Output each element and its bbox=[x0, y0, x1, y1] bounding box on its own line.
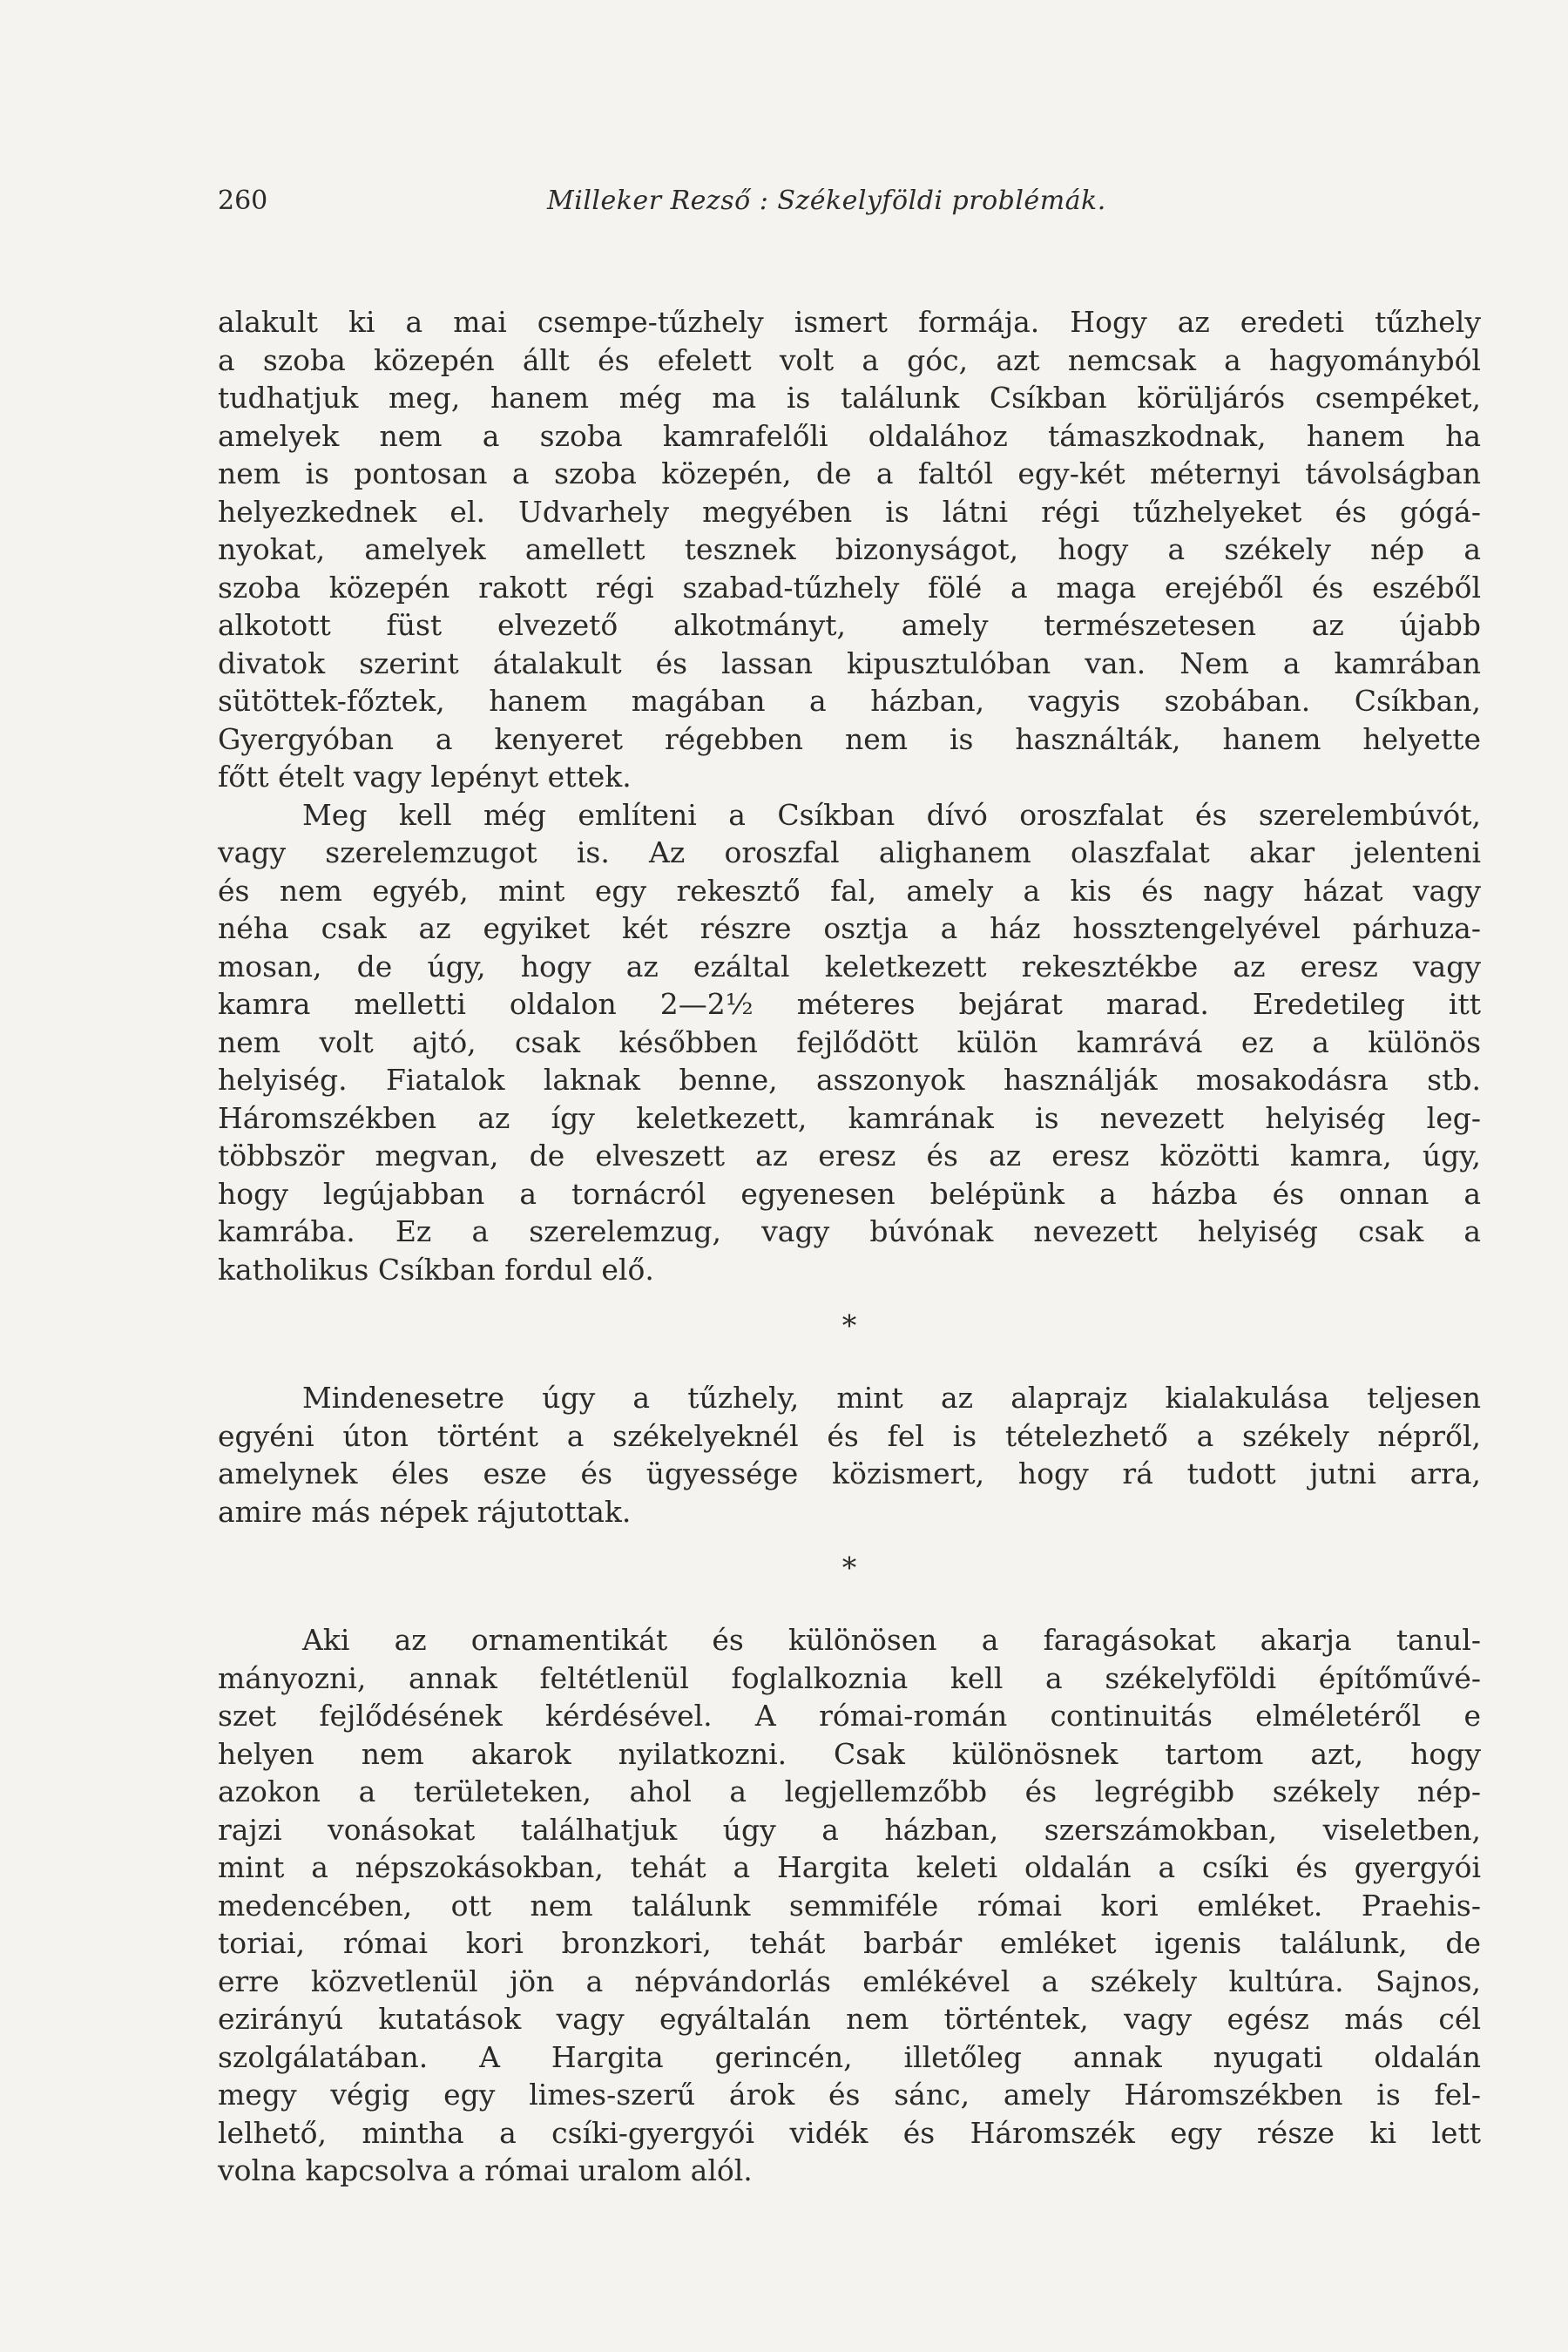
text-line: tudhatjuk meg, hanem még ma is találunk Csíkban körüljárós csempéket, bbox=[218, 381, 1481, 415]
text-line: a szoba közepén állt és efelett volt a góc, azt nemcsak a hagyományból bbox=[218, 342, 1481, 377]
text-line: helyen nem akarok nyilatkozni. Csak különösnek tartom azt, hogy bbox=[218, 1736, 1481, 1771]
text-line: főtt ételt vagy lepényt ettek. bbox=[218, 760, 632, 794]
text-line: vagy szerelemzugot is. Az oroszfal alighanem olaszfalat akar jelenteni bbox=[218, 835, 1481, 869]
section-separator: * bbox=[841, 1551, 857, 1585]
text-line: szoba közepén rakott régi szabad-tűzhely fölé a maga erejéből és eszéből bbox=[218, 570, 1481, 605]
text-line: megy végig egy limes-szerű árok és sánc, amely Háromszékben is fel- bbox=[218, 2078, 1481, 2112]
text-line: amire más népek rájutottak. bbox=[218, 1494, 632, 1529]
text-line: amelynek éles esze és ügyessége közismert, hogy rá tudott jutni arra, bbox=[218, 1456, 1481, 1490]
page-number: 260 bbox=[218, 186, 268, 216]
text-line: mányozni, annak feltétlenül foglalkoznia kell a székelyföldi építőművé- bbox=[218, 1660, 1481, 1695]
text-line: nyokat, amelyek amellett tesznek bizonyságot, hogy a székely nép a bbox=[218, 532, 1481, 566]
text-line: Aki az ornamentikát és különösen a faragásokat akarja tanul- bbox=[302, 1623, 1481, 1657]
text-line: Mindenesetre úgy a tűzhely, mint az alaprajz kialakulása teljesen bbox=[302, 1381, 1481, 1415]
text-line: Meg kell még említeni a Csíkban dívó oroszfalat és szerelembúvót, bbox=[302, 797, 1481, 832]
text-line: sütöttek-főztek, hanem magában a házban, vagyis szobában. Csíkban, bbox=[218, 684, 1481, 718]
text-line: divatok szerint átalakult és lassan kipusztulóban van. Nem a kamrában bbox=[218, 645, 1481, 680]
paragraph-2 bbox=[218, 796, 1481, 1289]
paragraph-1 bbox=[218, 303, 1481, 796]
text-line: mosan, de úgy, hogy az ezáltal keletkezett rekesztékbe az eresz vagy bbox=[218, 949, 1481, 983]
text-line: lelhető, mintha a csíki-gyergyói vidék és Háromszék egy része ki lett bbox=[218, 2115, 1481, 2150]
text-line: alakult ki a mai csempe-tűzhely ismert formája. Hogy az eredeti tűzhely bbox=[218, 305, 1481, 339]
body-text bbox=[218, 303, 1481, 2190]
section-separator: * bbox=[841, 1308, 857, 1342]
text-line: alkotott füst elvezető alkotmányt, amely természetesen az újabb bbox=[218, 608, 1481, 642]
text-line: katholikus Csíkban fordul elő. bbox=[218, 1252, 654, 1287]
text-line: nem is pontosan a szoba közepén, de a faltól egy-két méternyi távolságban bbox=[218, 456, 1481, 490]
text-line: mint a népszokásokban, tehát a Hargita keleti oldalán a csíki és gyergyói bbox=[218, 1850, 1481, 1884]
text-line: rajzi vonásokat találhatjuk úgy a házban, szerszámokban, viseletben, bbox=[218, 1812, 1481, 1847]
text-line: és nem egyéb, mint egy rekesztő fal, amely a kis és nagy házat vagy bbox=[218, 873, 1481, 908]
text-line: többször megvan, de elveszett az eresz és az eresz közötti kamra, úgy, bbox=[218, 1139, 1481, 1173]
text-line: azokon a területeken, ahol a legjellemzőbb és legrégibb székely nép- bbox=[218, 1774, 1481, 1808]
paragraph-3 bbox=[218, 1379, 1481, 1531]
text-line: kamrába. Ez a szerelemzug, vagy búvónak nevezett helyiség csak a bbox=[218, 1214, 1481, 1248]
text-line: egyéni úton történt a székelyeknél és fel is tételezhető a székely népről, bbox=[218, 1418, 1481, 1453]
paragraph-4 bbox=[218, 1621, 1481, 2190]
text-line: helyezkednek el. Udvarhely megyében is látni régi tűzhelyeket és gógá- bbox=[218, 494, 1481, 529]
text-line: szolgálatában. A Hargita gerincén, illetőleg annak nyugati oldalán bbox=[218, 2039, 1481, 2074]
text-line: hogy legújabban a tornácról egyenesen belépünk a házba és onnan a bbox=[218, 1176, 1481, 1211]
text-line: ezirányú kutatások vagy egyáltalán nem történtek, vagy egész más cél bbox=[218, 2002, 1481, 2036]
running-head: Milleker Rezső : Székelyföldi problémák. bbox=[547, 186, 1106, 216]
spacer bbox=[218, 1597, 1481, 1621]
text-line: kamra melletti oldalon 2—2½ méteres bejárat marad. Eredetileg itt bbox=[218, 987, 1481, 1021]
text-line: szet fejlődésének kérdésével. A római-román continuitás elméletéről e bbox=[218, 1699, 1481, 1733]
text-line: erre közvetlenül jön a népvándorlás emlékével a székely kultúra. Sajnos, bbox=[218, 1963, 1481, 1998]
text-line: amelyek nem a szoba kamrafelőli oldalához támaszkodnak, hanem ha bbox=[218, 418, 1481, 453]
text-line: medencében, ott nem találunk semmiféle római kori emléket. Praehis- bbox=[218, 1888, 1481, 1923]
page-header bbox=[218, 184, 1481, 219]
text-line: volna kapcsolva a római uralom alól. bbox=[218, 2153, 753, 2187]
text-line: nem volt ajtó, csak későbben fejlődött külön kamrává ez a különös bbox=[218, 1024, 1481, 1059]
text-line: helyiség. Fiatalok laknak benne, asszonyok használják mosakodásra stb. bbox=[218, 1063, 1481, 1097]
text-line: Gyergyóban a kenyeret régebben nem is használták, hanem helyette bbox=[218, 721, 1481, 756]
text-line: toriai, római kori bronzkori, tehát barbár emléket igenis találunk, de bbox=[218, 1926, 1481, 1960]
text-line: Háromszékben az így keletkezett, kamrának is nevezett helyiség leg- bbox=[218, 1100, 1481, 1135]
text-line: néha csak az egyiket két részre osztja a ház hossztengelyével párhuza- bbox=[218, 911, 1481, 945]
spacer bbox=[218, 1355, 1481, 1379]
